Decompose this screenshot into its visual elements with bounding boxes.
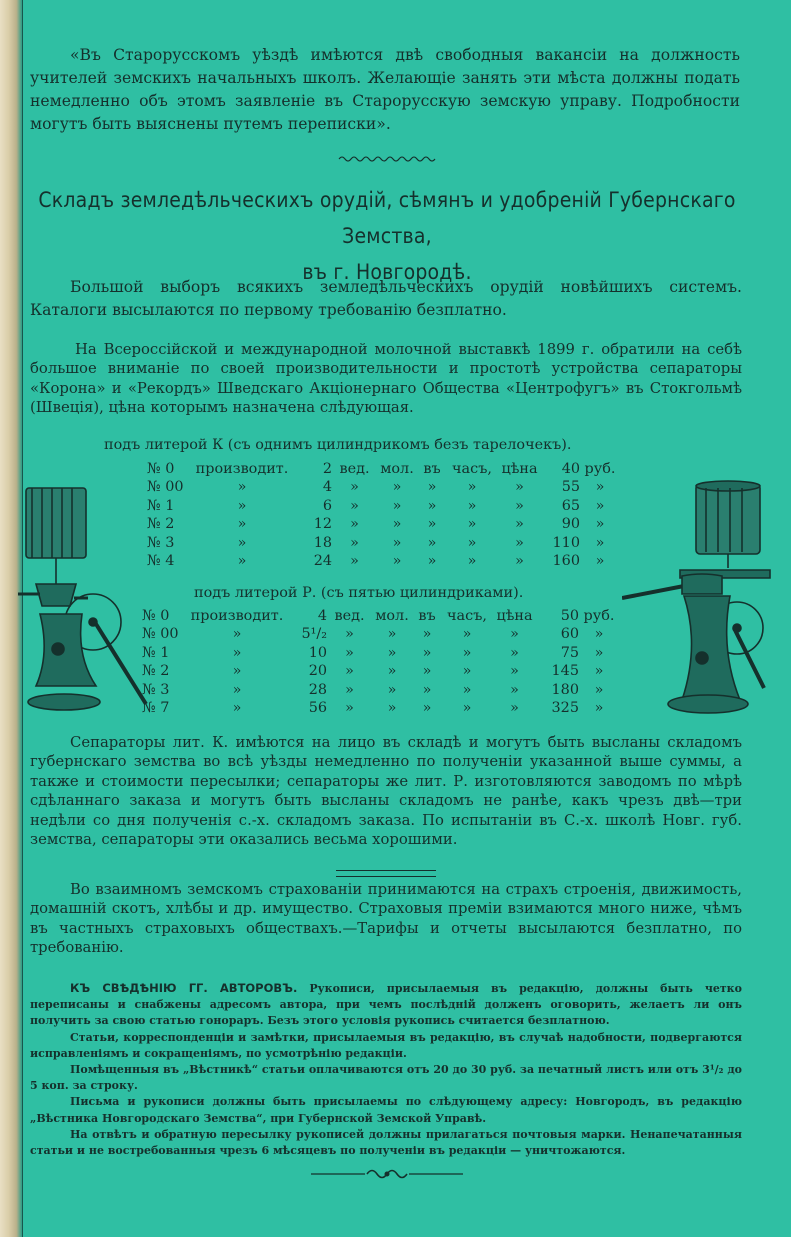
price-cell-b: » bbox=[350, 553, 359, 570]
price-row bbox=[142, 625, 619, 643]
price-cell-no: № 0 bbox=[147, 461, 175, 477]
price-cell-c: » bbox=[387, 700, 397, 717]
exhibition-paragraph: На Всероссійской и международной молочной выставкѣ 1899 г. обратили на себѣ большое вниманіе по своей производительности и простотѣ устройства сепараторы «Корона» и «Рекордъ» Шведскаго Акціонернаго Общества «Центрофугъ» въ Стокгольмѣ (Швеція), цѣна которымъ назначена слѣдующая. bbox=[30, 341, 742, 417]
authors-notice-item: Письма и рукописи должны быть присылаемы по слѣдующему адресу: Новгородъ, въ редакцію „Вѣстника Новгородскаго Земства“, при Губернской Земской Управѣ. bbox=[30, 1095, 742, 1125]
page bbox=[22, 0, 791, 1237]
price-cell-e: » bbox=[462, 681, 472, 698]
price-cell-a: » bbox=[232, 700, 242, 717]
price-cell-f: » bbox=[515, 534, 524, 551]
price-cell-c: » bbox=[392, 516, 402, 533]
price-cell-price: 90 bbox=[561, 516, 580, 533]
price-cell-unit: руб. bbox=[584, 461, 616, 477]
price-cell-amount: 24 bbox=[313, 553, 332, 570]
cream-separator-right-icon bbox=[622, 478, 772, 718]
price-cell-no: № 0 bbox=[142, 608, 170, 624]
authors-notice-heading: КЪ СВѢДѢНІЮ ГГ. АВТОРОВЪ. bbox=[70, 981, 298, 995]
price-cell-a: » bbox=[237, 497, 247, 514]
authors-notice-item: На отвѣтъ и обратную пересылку рукописей должны прилагаться почтовыя марки. Ненапечатанныя статьи и не востребованныя чрезъ 6 мѣсяцевъ по полученіи въ редакціи — уничтожаются. bbox=[30, 1127, 742, 1158]
price-cell-unit: » bbox=[594, 700, 604, 717]
price-cell-no: № 4 bbox=[147, 553, 175, 570]
price-cell-unit: » bbox=[595, 497, 605, 514]
price-cell-d: въ bbox=[418, 608, 436, 624]
price-cell-b: » bbox=[345, 700, 354, 717]
price-cell-amount: 4 bbox=[317, 608, 327, 624]
price-cell-amount: 10 bbox=[308, 644, 327, 661]
price-cell-e: » bbox=[462, 626, 472, 643]
table-k-label: подъ литерой К (съ однимъ цилиндрикомъ безъ тарелочекъ). bbox=[104, 437, 572, 453]
price-row bbox=[147, 534, 620, 552]
price-cell-f: » bbox=[510, 626, 519, 643]
price-cell-no: № 1 bbox=[142, 644, 170, 661]
price-cell-d: » bbox=[422, 644, 432, 661]
authors-notice-item: Помѣщенныя въ „Вѣстникѣ“ статьи оплачиваются отъ 20 до 30 руб. за печатный листъ или отъ 3¹/₂ до 5 коп. за строку. bbox=[30, 1063, 742, 1093]
price-cell-e: » bbox=[462, 700, 472, 717]
price-cell-no: № 3 bbox=[147, 534, 175, 551]
price-cell-no: № 1 bbox=[147, 497, 175, 514]
price-cell-amount: 20 bbox=[308, 663, 327, 680]
price-cell-unit: » bbox=[595, 534, 605, 551]
price-cell-a: » bbox=[232, 626, 242, 643]
price-cell-no: № 7 bbox=[142, 700, 170, 717]
price-cell-c: » bbox=[392, 479, 402, 496]
price-cell-c: » bbox=[392, 553, 402, 570]
price-cell-unit: » bbox=[595, 479, 605, 496]
price-cell-price: 325 bbox=[551, 700, 579, 717]
price-cell-e: » bbox=[467, 534, 477, 551]
price-cell-b: » bbox=[350, 479, 359, 496]
price-cell-unit: » bbox=[594, 681, 604, 698]
price-cell-f: цѣна bbox=[496, 608, 533, 624]
price-row bbox=[142, 662, 619, 680]
price-cell-unit: » bbox=[594, 663, 604, 680]
price-row bbox=[142, 699, 619, 717]
double-rule-divider bbox=[336, 870, 436, 877]
price-cell-a: производит. bbox=[190, 608, 284, 624]
price-cell-d: » bbox=[427, 516, 437, 533]
price-cell-amount: 56 bbox=[308, 700, 327, 717]
price-cell-amount: 18 bbox=[313, 534, 332, 551]
price-cell-a: производит. bbox=[195, 461, 289, 477]
price-cell-f: » bbox=[515, 497, 524, 514]
price-cell-f: » bbox=[510, 681, 519, 698]
price-cell-d: » bbox=[427, 534, 437, 551]
price-cell-e: » bbox=[462, 644, 472, 661]
price-table-r bbox=[142, 607, 619, 717]
price-cell-b: вед. bbox=[334, 608, 365, 624]
price-cell-f: » bbox=[515, 553, 524, 570]
price-cell-a: » bbox=[237, 534, 247, 551]
price-cell-amount: 28 bbox=[308, 681, 327, 698]
price-cell-no: № 3 bbox=[142, 681, 170, 698]
store-heading bbox=[22, 182, 752, 290]
price-cell-d: » bbox=[422, 626, 432, 643]
price-cell-price: 55 bbox=[561, 479, 580, 496]
price-cell-b: » bbox=[345, 626, 354, 643]
price-cell-no: № 2 bbox=[147, 516, 175, 533]
price-cell-e: » bbox=[467, 553, 477, 570]
price-row bbox=[147, 515, 620, 533]
price-cell-f: » bbox=[510, 663, 519, 680]
price-cell-unit: » bbox=[595, 516, 605, 533]
price-cell-d: » bbox=[427, 553, 437, 570]
price-row bbox=[147, 552, 620, 570]
price-cell-a: » bbox=[237, 553, 247, 570]
squiggle-divider bbox=[337, 151, 437, 167]
price-cell-e: часъ, bbox=[452, 461, 492, 477]
price-cell-b: » bbox=[350, 516, 359, 533]
store-heading-line1: Складъ земледѣльческихъ орудій, сѣмянъ и удобреній Губернскаго Земства, bbox=[38, 188, 736, 248]
price-cell-unit: » bbox=[595, 553, 605, 570]
separators-delivery-paragraph: Сепараторы лит. К. имѣются на лицо въ складѣ и могутъ быть высланы складомъ губернскаго земства во всѣ уѣзды немедленно по полученіи указанной выше суммы, а также и стоимости пересылки; сепараторы же лит. Р. изготовляются заводомъ по мѣрѣ сдѣланнаго заказа и могутъ быть высланы складомъ не ранѣе, какъ чрезъ двѣ—три недѣли со дня полученія с.-х. складомъ заказа. По испытаніи въ С.-х. школѣ Новг. губ. земства, сепараторы эти оказались весьма хорошими. bbox=[30, 734, 742, 849]
price-table-k bbox=[147, 460, 620, 570]
store-heading-line2: въ г. Новгородѣ. bbox=[302, 260, 472, 284]
price-cell-price: 65 bbox=[561, 497, 580, 514]
price-cell-price: 60 bbox=[560, 626, 579, 643]
price-cell-unit: руб. bbox=[583, 608, 615, 624]
price-cell-f: » bbox=[515, 479, 524, 496]
price-cell-d: » bbox=[427, 497, 437, 514]
price-cell-amount: 12 bbox=[313, 516, 332, 533]
price-cell-no: № 00 bbox=[147, 479, 184, 496]
authors-notice-item: Статьи, корреспонденціи и замѣтки, присылаемыя въ редакцію, въ случаѣ надобности, подвергаются исправленіямъ и сокращеніямъ, по усмотрѣнію редакціи. bbox=[30, 1030, 742, 1060]
price-cell-c: » bbox=[387, 644, 397, 661]
price-cell-unit: » bbox=[594, 626, 604, 643]
price-cell-b: » bbox=[345, 644, 354, 661]
price-row bbox=[142, 681, 619, 699]
price-row bbox=[147, 460, 620, 478]
price-cell-a: » bbox=[232, 681, 242, 698]
price-cell-no: № 2 bbox=[142, 663, 170, 680]
price-cell-d: въ bbox=[423, 461, 441, 477]
price-cell-a: » bbox=[237, 516, 247, 533]
price-row bbox=[147, 497, 620, 515]
price-cell-b: » bbox=[345, 681, 354, 698]
price-cell-c: » bbox=[392, 534, 402, 551]
price-cell-c: » bbox=[387, 626, 397, 643]
price-cell-amount: 6 bbox=[322, 497, 332, 514]
price-row bbox=[142, 607, 619, 625]
price-cell-d: » bbox=[422, 700, 432, 717]
price-cell-c: » bbox=[387, 681, 397, 698]
price-cell-amount: 2 bbox=[322, 461, 332, 477]
price-cell-c: мол. bbox=[375, 608, 409, 624]
price-cell-price: 50 bbox=[560, 608, 579, 624]
price-cell-e: » bbox=[467, 516, 477, 533]
authors-notice bbox=[30, 980, 742, 1159]
price-cell-e: » bbox=[467, 497, 477, 514]
price-cell-price: 75 bbox=[560, 644, 579, 661]
price-row bbox=[142, 644, 619, 662]
price-cell-price: 180 bbox=[551, 681, 579, 698]
price-cell-c: » bbox=[387, 663, 397, 680]
price-cell-d: » bbox=[422, 681, 432, 698]
price-cell-f: цѣна bbox=[501, 461, 538, 477]
price-cell-price: 110 bbox=[552, 534, 580, 551]
price-cell-price: 145 bbox=[551, 663, 579, 680]
price-cell-b: » bbox=[345, 663, 354, 680]
price-cell-b: » bbox=[350, 534, 359, 551]
intro-notice: «Въ Старорусскомъ уѣздѣ имѣются двѣ свободныя вакансіи на должность учителей земскихъ начальныхъ школъ. Желающіе занять эти мѣста должны подать немедленно объ этомъ заявленіе въ Старорусскую земскую управу. Подробности могутъ быть выяснены путемъ переписки». bbox=[30, 46, 740, 133]
price-cell-b: » bbox=[350, 497, 359, 514]
price-cell-e: часъ, bbox=[447, 608, 487, 624]
authors-notice-first bbox=[30, 980, 742, 1030]
price-cell-e: » bbox=[467, 479, 477, 496]
table-r-label: подъ литерой Р. (съ пятью цилиндриками). bbox=[194, 585, 524, 601]
insurance-paragraph: Во взаимномъ земскомъ страхованіи принимаются на страхъ строенія, движимость, домашній скотъ, хлѣбы и др. имущество. Страховыя преміи взимаются много ниже, чѣмъ въ частныхъ страховыхъ обществахъ.—Тарифы и отчеты высылаются безплатно, по требованію. bbox=[30, 881, 742, 957]
price-cell-e: » bbox=[462, 663, 472, 680]
price-cell-price: 40 bbox=[561, 461, 580, 477]
price-cell-c: » bbox=[392, 497, 402, 514]
price-cell-a: » bbox=[237, 479, 247, 496]
catalog-paragraph: Большой выборъ всякихъ земледѣльческихъ орудій новѣйшихъ системъ. Каталоги высылаются по первому требованію безплатно. bbox=[30, 278, 742, 319]
price-cell-a: » bbox=[232, 663, 242, 680]
ornament-divider bbox=[307, 1166, 467, 1182]
price-cell-f: » bbox=[510, 644, 519, 661]
price-cell-f: » bbox=[515, 516, 524, 533]
price-cell-d: » bbox=[427, 479, 437, 496]
price-cell-unit: » bbox=[594, 644, 604, 661]
price-cell-amount: 5¹/₂ bbox=[301, 626, 327, 643]
cream-separator-left-icon bbox=[18, 484, 158, 719]
price-cell-a: » bbox=[232, 644, 242, 661]
price-cell-f: » bbox=[510, 700, 519, 717]
price-cell-no: № 00 bbox=[142, 626, 179, 643]
authors-notice-first-text: Рукописи, присылаемыя въ редакцію, должны быть четко переписаны и снабжены адресомъ автора, при чемъ послѣдній долженъ оговорить, желаетъ ли онъ получить за свою статью гонораръ. Безъ этого условія рукопись считается безплатною. bbox=[30, 982, 742, 1028]
price-row bbox=[147, 478, 620, 496]
price-cell-b: вед. bbox=[339, 461, 370, 477]
price-cell-d: » bbox=[422, 663, 432, 680]
price-cell-price: 160 bbox=[552, 553, 580, 570]
price-cell-c: мол. bbox=[380, 461, 414, 477]
price-cell-amount: 4 bbox=[322, 479, 332, 496]
